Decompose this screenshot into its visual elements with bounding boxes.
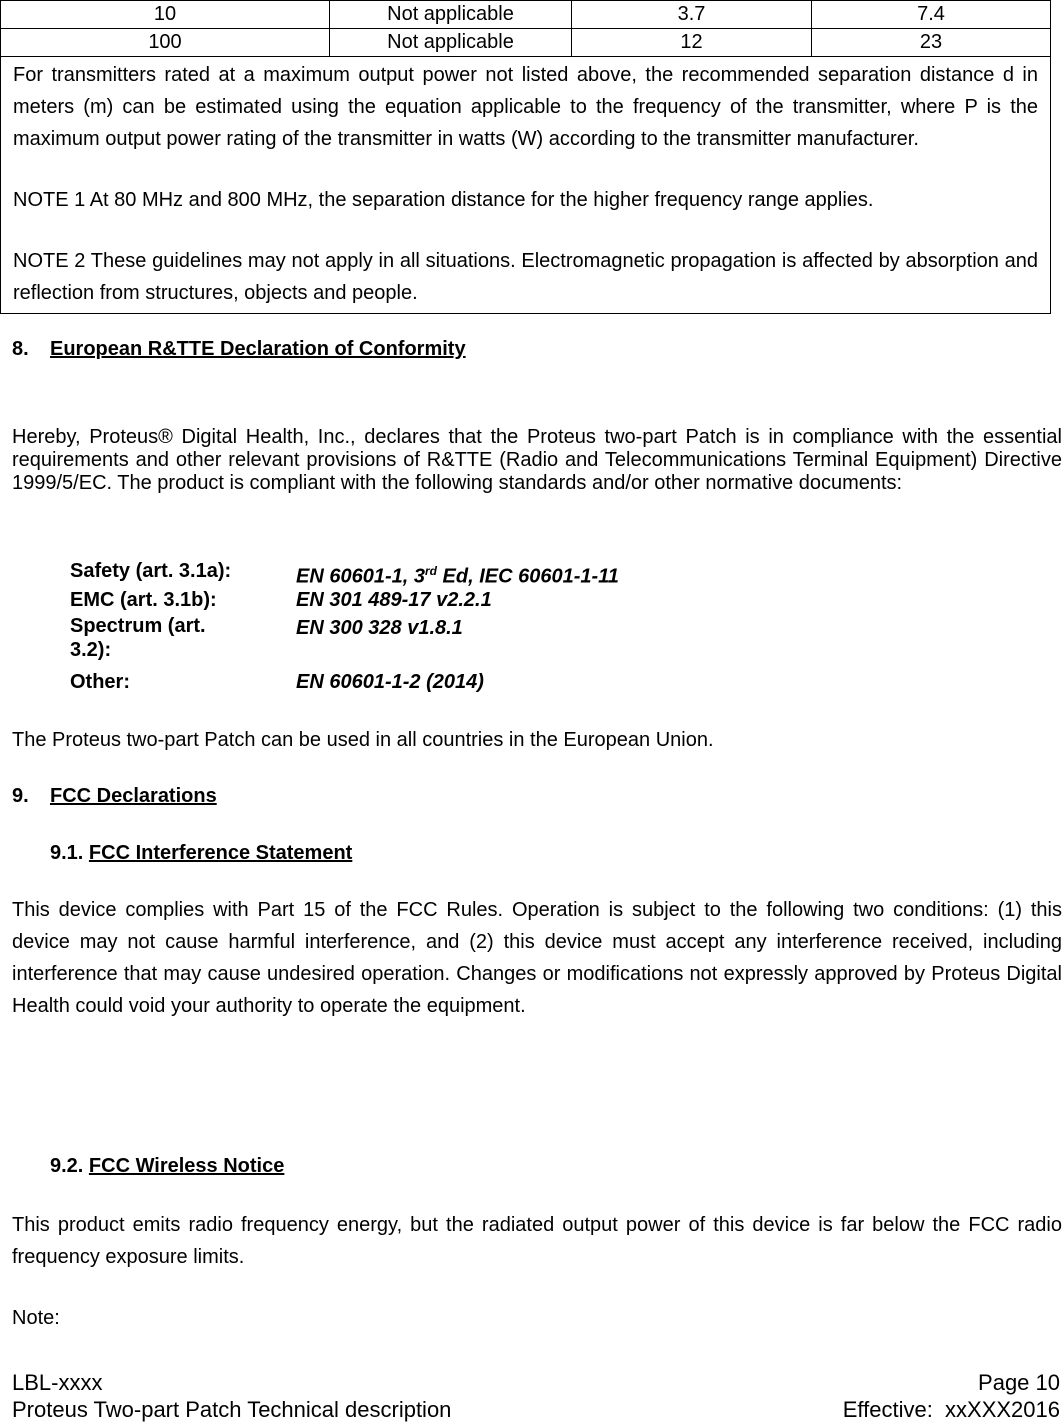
section-title: FCC Declarations: [50, 785, 217, 807]
table-note-2: NOTE 2 These guidelines may not apply in all situations. Electromagnetic propagation is affected by absorption and reflection from structures, objects and people.: [13, 250, 1038, 304]
table-cell: Not applicable: [330, 29, 572, 57]
section-number: 8.: [12, 338, 29, 360]
footer-doc-id: LBL-xxxx: [12, 1370, 103, 1395]
section-9-heading: [12, 785, 217, 808]
fcc-wireless-text: This product emits radio frequency energy, but the radiated output power of this device is far below the FCC radio frequency exposure limits.: [12, 1214, 1062, 1268]
table-note-text: For transmitters rated at a maximum output power not listed above, the recommended separation distance d in meters (m) can be estimated using the equation applicable to the frequency of the transmitter, where P is the maximum output power rating of the transmitter in watts (W) according to the transmitter manufacturer.: [13, 64, 1038, 150]
section-8-intro: Hereby, Proteus® Digital Health, Inc., declares that the Proteus two-part Patch is in compliance with the essential requirements and other relevant provisions of R&TTE (Radio and Telecommunications Terminal Equipment) Directive 1999/5/EC. The product is compliant with the following standards and/or other normative documents:: [12, 426, 1062, 494]
section-number: 9.: [12, 785, 29, 807]
table-cell: 23: [812, 29, 1051, 57]
standard-value: EN 300 328 v1.8.1: [296, 617, 463, 639]
table-cell: 12: [572, 29, 812, 57]
standard-label: Spectrum (art. 3.2):: [70, 615, 206, 661]
table-note-cell: [1, 57, 1051, 314]
table-cell: 7.4: [812, 1, 1051, 29]
standard-value: EN 60601-1-2 (2014): [296, 671, 484, 693]
table-cell: 3.7: [572, 1, 812, 29]
note-label: Note:: [12, 1307, 60, 1329]
standard-label: Safety (art. 3.1a):: [70, 560, 232, 582]
separation-distance-table: [0, 0, 1051, 314]
section-title: European R&TTE Declaration of Conformity: [50, 338, 466, 360]
subsection-number: 9.2.: [50, 1155, 84, 1177]
subsection-9-2-heading: [50, 1155, 284, 1178]
footer-doc-title: Proteus Two-part Patch Technical description: [12, 1397, 452, 1422]
subsection-title: FCC Interference Statement: [88, 842, 353, 864]
standard-value: EN 60601-1, 3rd Ed, IEC 60601-1-11: [296, 564, 619, 588]
table-row: [1, 29, 1051, 57]
table-note-1: NOTE 1 At 80 MHz and 800 MHz, the separation distance for the higher frequency range applies.: [13, 189, 874, 211]
table-cell: 10: [1, 1, 330, 29]
standard-value: EN 301 489-17 v2.2.1: [296, 589, 492, 611]
standard-label: Other:: [70, 671, 130, 693]
section-8-heading: [12, 338, 466, 361]
table-cell: Not applicable: [330, 1, 572, 29]
footer-effective-date: Effective: xxXXX2016: [842, 1397, 1060, 1422]
subsection-number: 9.1.: [50, 842, 84, 864]
subsection-9-1-heading: [50, 842, 352, 865]
footer-page-number: Page 10: [978, 1370, 1060, 1395]
standard-label: EMC (art. 3.1b):: [70, 589, 217, 611]
subsection-title: FCC Wireless Notice: [88, 1155, 285, 1177]
fcc-interference-text: This device complies with Part 15 of the FCC Rules. Operation is subject to the following two conditions: (1) this device may not cause harmful interference, and (2) this device must accept any interference received, including interference that may cause undesired operation. Changes or modifications not expressly approved by Proteus Digital Health could void your authority to operate the equipment.: [12, 899, 1062, 1017]
section-8-closing: The Proteus two-part Patch can be used in all countries in the European Union.: [12, 729, 714, 751]
table-row: [1, 1, 1051, 29]
table-cell: 100: [1, 29, 330, 57]
